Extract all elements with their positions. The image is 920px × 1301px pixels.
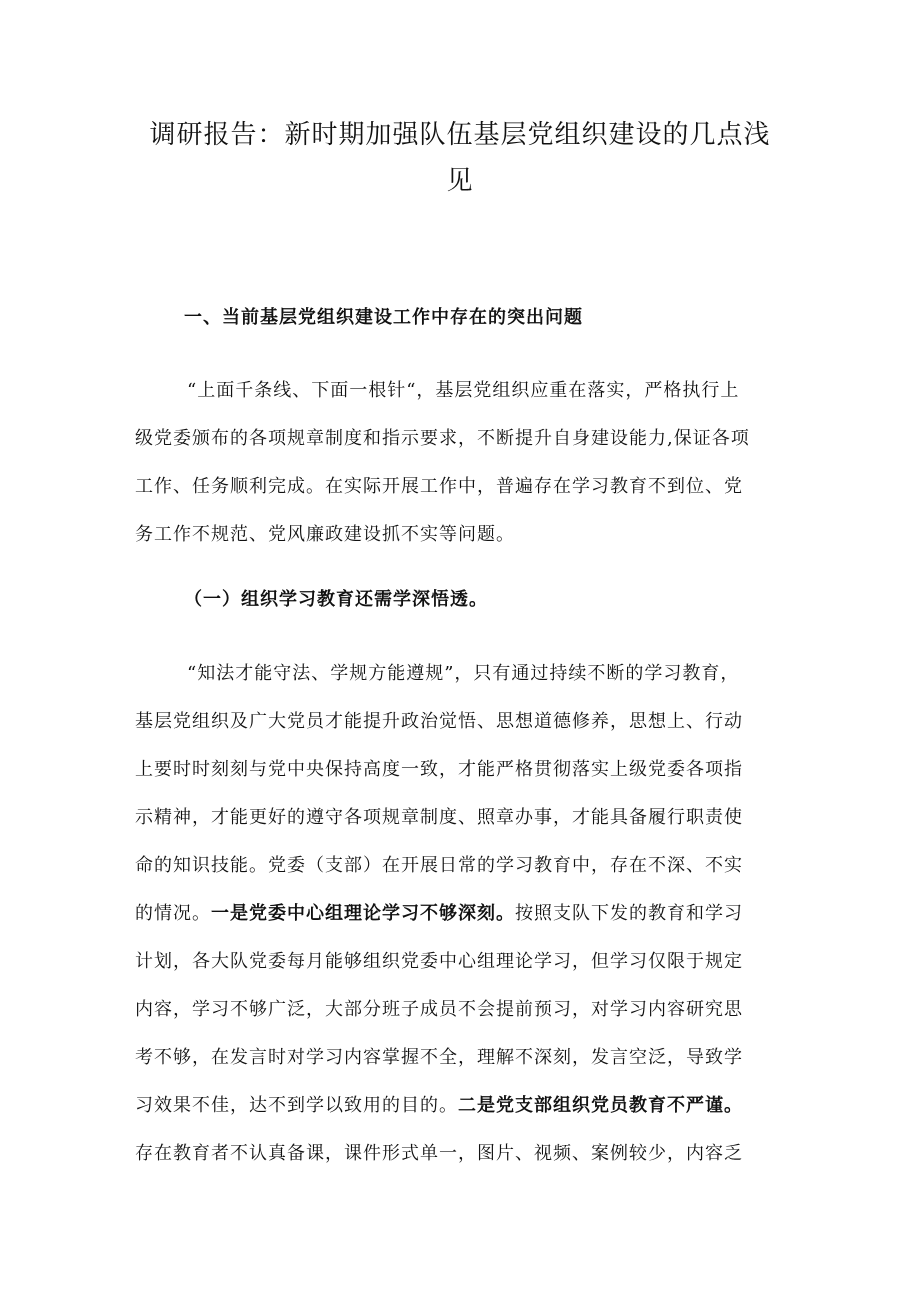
text-run: 按照支队下发的教育和学习: [515, 903, 743, 924]
paragraph-line: 内容，学习不够广泛，大部分班子成员不会提前预习，对学习内容研究思: [135, 999, 743, 1020]
paragraph-line: [135, 1082, 785, 1130]
paragraph-line: 务工作不规范、党风廉政建设抓不实等问题。: [135, 524, 515, 545]
title-line-2: 见: [446, 166, 474, 196]
paragraph-line: 级党委颁布的各项规章制度和指示要求，不断提升自身建设能力,保证各项: [135, 428, 750, 449]
paragraph-line: “上面千条线、下面一根针“，基层党组织应重在落实，严格执行上: [187, 380, 740, 401]
text-run: 的情况。: [135, 903, 211, 924]
paragraph-line: 命的知识技能。党委（支部）在开展日常的学习教育中，存在不深、不实: [135, 855, 743, 876]
bold-point-2: 二是党支部组织党员教育不严谨。: [458, 1095, 743, 1116]
paragraph-line: 计划，各大队党委每月能够组织党委中心组理论学习，但学习仅限于规定: [135, 951, 743, 972]
text-run: 习效果不佳，达不到学以致用的目的。: [135, 1095, 458, 1116]
paragraph-line: 考不够，在发言时对学习内容掌握不全，理解不深刻，发言空泛，导致学: [135, 1047, 743, 1068]
paragraph-line: “知法才能守法、学规方能遵规”，只有通过持续不断的学习教育，: [187, 663, 740, 684]
section-heading: 一、当前基层党组织建设工作中存在的突出问题: [184, 307, 583, 328]
title-line-1: 调研报告：新时期加强队伍基层党组织建设的几点浅: [149, 120, 771, 150]
paragraph-line: 存在教育者不认真备课，课件形式单一，图片、视频、案例较少，内容乏: [135, 1143, 743, 1164]
paragraph-line: 上要时时刻刻与党中央保持高度一致，才能严格贯彻落实上级党委各项指: [135, 759, 743, 780]
subsection-heading: （一）组织学习教育还需学深悟透。: [184, 589, 488, 610]
document-title: [120, 112, 800, 204]
paragraph-line: 基层党组织及广大党员才能提升政治觉悟、思想道德修养，思想上、行动: [135, 711, 743, 732]
paragraph-line: 工作、任务顺利完成。在实际开展工作中，普遍存在学习教育不到位、党: [135, 476, 743, 497]
paragraph-study-education: [135, 650, 785, 1178]
paragraph-line: [135, 890, 785, 938]
paragraph-line: 示精神，才能更好的遵守各项规章制度、照章办事，才能具备履行职责使: [135, 807, 743, 828]
paragraph-intro: [135, 367, 785, 559]
bold-point-1: 一是党委中心组理论学习不够深刻。: [211, 903, 515, 924]
